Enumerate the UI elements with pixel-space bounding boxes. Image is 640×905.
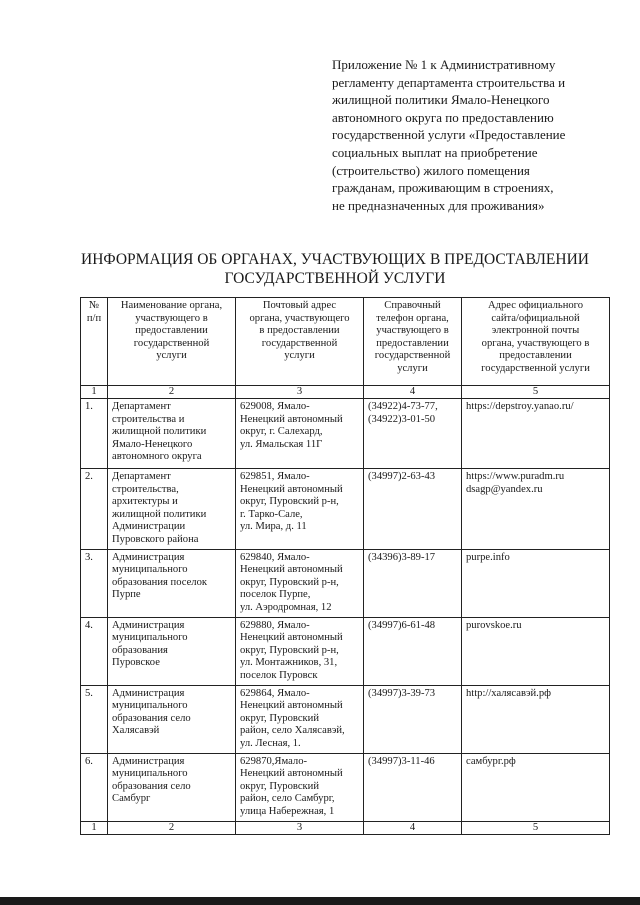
header-line: электронной почты [491, 325, 580, 337]
header-col-site [462, 298, 610, 386]
appendix-line: не предназначенных для проживания» [332, 197, 545, 213]
organ-name-line: Пуровское [112, 657, 160, 669]
appendix-line: автономного округа по предоставлению [332, 109, 554, 125]
organ-name-line: образования село [112, 712, 191, 724]
organ-name-line: автономного округа [112, 451, 202, 463]
table-row [81, 617, 610, 685]
organ-name-line: Пуровского района [112, 533, 199, 545]
row-number: 3. [81, 549, 108, 617]
website-line: http://халясавэй.рф [466, 687, 551, 699]
postal-address-line: округ, Пуровский [240, 712, 320, 724]
column-number: 3 [236, 386, 364, 399]
appendix-note [332, 56, 628, 214]
organ-name-cell [108, 549, 236, 617]
organ-name-cell [108, 617, 236, 685]
organ-name-line: муниципального [112, 700, 188, 712]
organ-name-cell [108, 685, 236, 753]
header-line: предоставлении [376, 337, 449, 349]
website-line: https://depstroy.yanao.ru/ [466, 401, 574, 412]
organ-name-line: Самбург [112, 793, 151, 805]
column-number: 5 [462, 821, 610, 834]
organ-name-line: муниципального [112, 768, 188, 780]
header-line: Наименование органа, [120, 300, 223, 311]
header-col-address [236, 298, 364, 386]
header-col-name [108, 298, 236, 386]
organ-name-line: Администрация [112, 687, 185, 699]
website-line: самбург.рф [466, 755, 516, 767]
table-row [81, 685, 610, 753]
postal-address-cell [236, 549, 364, 617]
header-line: предоставлении [135, 325, 208, 337]
organ-name-line: архитектуры и [112, 496, 178, 508]
phone-line: (34922)3-01-50 [368, 413, 436, 425]
postal-address-line: округ, Пуровский [240, 780, 320, 792]
organ-name-line: Департамент [112, 401, 171, 412]
website-cell [462, 617, 610, 685]
postal-address-line: ул. Аэродромная, 12 [240, 601, 332, 613]
header-line: Справочный [384, 300, 441, 311]
organ-name-line: жилищной политики [112, 508, 207, 520]
organ-name-line: жилищной политики [112, 426, 207, 438]
postal-address-line: 629840, Ямало- [240, 551, 310, 563]
postal-address-cell [236, 685, 364, 753]
appendix-line: жилищной политики Ямало-Ненецкого [332, 92, 550, 108]
organ-name-line: Пурпе [112, 589, 141, 601]
table-header-row [81, 298, 610, 386]
website-line: purpe.info [466, 551, 510, 563]
organ-name-cell [108, 753, 236, 821]
phone-line: (34997)2-63-43 [368, 471, 436, 482]
organ-name-line: муниципального [112, 632, 188, 644]
column-number: 5 [462, 386, 610, 399]
postal-address-line: округ, Пуровский р-н, [240, 644, 339, 656]
header-line: государственной [261, 337, 338, 349]
column-numbers-row [81, 821, 610, 834]
phone-cell [364, 469, 462, 550]
organ-name-line: строительства, [112, 483, 179, 495]
table-row [81, 753, 610, 821]
postal-address-line: Ненецкий автономный [240, 483, 343, 495]
postal-address-line: округ, Пуровский р-н, [240, 576, 339, 588]
organ-name-line: образования село [112, 780, 191, 792]
organ-name-line: Департамент [112, 471, 171, 482]
phone-line: (34997)6-61-48 [368, 619, 436, 631]
row-number: 5. [81, 685, 108, 753]
appendix-line: государственной услуги «Предоставление [332, 127, 566, 143]
appendix-line: (строительство) жилого помещения [332, 162, 530, 178]
postal-address-line: 629008, Ямало- [240, 401, 310, 412]
website-cell [462, 399, 610, 469]
appendix-line: социальных выплат на приобретение [332, 144, 538, 160]
header-line: услуги [397, 362, 428, 374]
table-row [81, 469, 610, 550]
organ-name-line: Администрации [112, 521, 186, 533]
header-line: Почтовый адрес [262, 300, 337, 311]
table-row [81, 549, 610, 617]
postal-address-line: район, село Самбург, [240, 793, 335, 805]
organ-name-line: образования [112, 644, 168, 656]
website-line: https://www.puradm.ru [466, 471, 565, 482]
header-line: государственной [374, 350, 451, 362]
document-title [60, 250, 610, 288]
website-cell [462, 685, 610, 753]
phone-cell [364, 617, 462, 685]
phone-cell [364, 685, 462, 753]
postal-address-line: улица Набережная, 1 [240, 805, 335, 817]
phone-line: (34997)3-11-46 [368, 755, 435, 767]
postal-address-line: ул. Мира, д. 11 [240, 521, 307, 533]
appendix-line: регламенту департамента строительства и [332, 74, 566, 90]
postal-address-line: ул. Ямальская 11Г [240, 438, 323, 450]
column-numbers-row [81, 386, 610, 399]
row-number: 1. [81, 399, 108, 469]
header-col-phone [364, 298, 462, 386]
postal-address-line: Ненецкий автономный [240, 768, 343, 780]
header-line: сайта/официальной [491, 312, 580, 324]
postal-address-cell [236, 399, 364, 469]
organ-name-cell [108, 469, 236, 550]
postal-address-line: 629870,Ямало- [240, 755, 308, 767]
header-line: № [88, 300, 100, 311]
phone-line: (34922)4-73-77, [368, 401, 438, 412]
website-cell [462, 549, 610, 617]
website-line: dsagp@yandex.ru [466, 483, 543, 495]
column-number: 2 [108, 821, 236, 834]
header-line: п/п [86, 312, 102, 324]
phone-cell [364, 549, 462, 617]
postal-address-line: район, село Халясавэй, [240, 725, 345, 737]
header-line: участвующего в [135, 312, 208, 324]
column-number: 1 [81, 821, 108, 834]
row-number: 2. [81, 469, 108, 550]
postal-address-line: Ненецкий автономный [240, 564, 343, 576]
organ-name-cell [108, 399, 236, 469]
postal-address-cell [236, 469, 364, 550]
organ-name-line: Администрация [112, 619, 185, 631]
title-line-2: ГОСУДАРСТВЕННОЙ УСЛУГИ [224, 270, 446, 287]
postal-address-cell [236, 753, 364, 821]
postal-address-line: округ, Пуровский р-н, [240, 496, 339, 508]
header-line: участвующего в [376, 325, 449, 337]
website-line: purovskoe.ru [466, 619, 522, 631]
postal-address-line: округ, г. Салехард, [240, 426, 323, 438]
organ-name-line: Халясавэй [112, 725, 160, 737]
row-number: 4. [81, 617, 108, 685]
header-line: Адрес официального [487, 300, 584, 311]
header-line: телефон органа, [376, 312, 449, 324]
header-line: органа, участвующего в [481, 337, 590, 349]
table-row [81, 399, 610, 469]
postal-address-line: 629864, Ямало- [240, 687, 310, 699]
appendix-line: Приложение № 1 к Административному [332, 57, 556, 72]
organ-name-line: Ямало-Ненецкого [112, 438, 193, 450]
column-number: 4 [364, 386, 462, 399]
header-col-number [81, 298, 108, 386]
header-line: органа, участвующего [249, 312, 350, 324]
column-number: 2 [108, 386, 236, 399]
organs-table [80, 297, 610, 835]
header-line: предоставлении [499, 350, 572, 362]
postal-address-line: ул. Лесная, 1. [240, 737, 301, 749]
postal-address-line: Ненецкий автономный [240, 700, 343, 712]
title-line-1: ИНФОРМАЦИЯ ОБ ОРГАНАХ, УЧАСТВУЮЩИХ В ПРЕДОСТАВЛЕНИИ [81, 251, 589, 268]
postal-address-line: г. Тарко-Сале, [240, 508, 303, 520]
postal-address-line: поселок Пурпе, [240, 589, 311, 601]
header-line: услуги [156, 350, 187, 362]
postal-address-line: ул. Монтажников, 31, [240, 657, 338, 669]
organ-name-line: Администрация [112, 551, 185, 563]
phone-line: (34997)3-39-73 [368, 687, 436, 699]
scan-edge [0, 897, 640, 905]
organ-name-line: строительства и [112, 413, 185, 425]
header-line: государственной услуги [481, 362, 590, 374]
website-cell [462, 469, 610, 550]
organ-name-line: образования поселок [112, 576, 208, 588]
organ-name-line: Администрация [112, 755, 185, 767]
postal-address-line: 629880, Ямало- [240, 619, 310, 631]
header-line: услуги [284, 350, 315, 362]
phone-line: (34396)3-89-17 [368, 551, 436, 563]
postal-address-line: поселок Пуровск [240, 669, 318, 681]
phone-cell [364, 753, 462, 821]
column-number: 1 [81, 386, 108, 399]
column-number: 4 [364, 821, 462, 834]
website-cell [462, 753, 610, 821]
header-line: в предоставлении [259, 325, 340, 337]
postal-address-line: 629851, Ямало- [240, 471, 310, 482]
postal-address-line: Ненецкий автономный [240, 413, 343, 425]
postal-address-line: Ненецкий автономный [240, 632, 343, 644]
header-line: государственной [133, 337, 210, 349]
appendix-line: гражданам, проживающим в строениях, [332, 180, 554, 196]
postal-address-cell [236, 617, 364, 685]
phone-cell [364, 399, 462, 469]
organ-name-line: муниципального [112, 564, 188, 576]
row-number: 6. [81, 753, 108, 821]
column-number: 3 [236, 821, 364, 834]
